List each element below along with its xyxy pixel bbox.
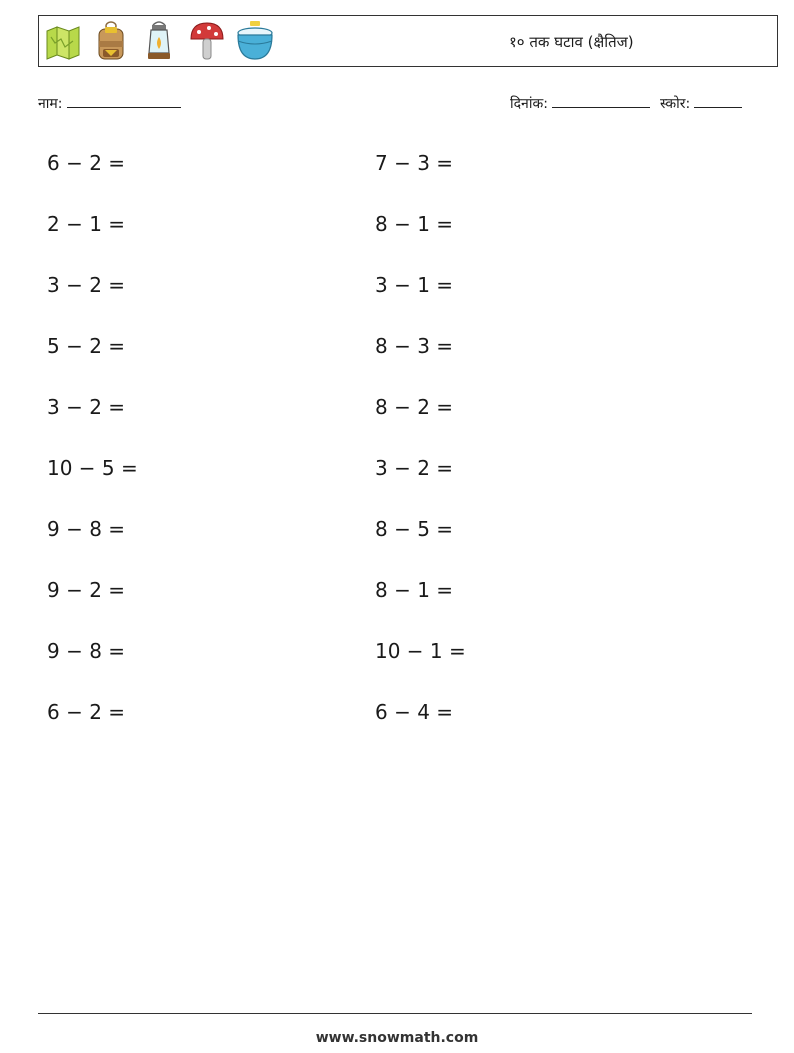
problem-left-3: 3 − 2 =	[47, 273, 126, 297]
mushroom-icon	[187, 19, 227, 63]
name-blank[interactable]	[67, 93, 181, 108]
worksheet-title: १० तक घटाव (क्षैतिज)	[509, 33, 634, 51]
problem-left-2: 2 − 1 =	[47, 212, 126, 236]
score-label: स्कोर:	[659, 96, 691, 112]
date-score-fields	[510, 93, 742, 113]
water-bucket-icon	[235, 19, 275, 63]
worksheet-header	[38, 15, 778, 67]
problem-left-8: 9 − 2 =	[47, 578, 126, 602]
problem-left-7: 9 − 8 =	[47, 517, 126, 541]
problem-right-5: 8 − 2 =	[375, 395, 454, 419]
problem-right-2: 8 − 1 =	[375, 212, 454, 236]
date-blank[interactable]	[552, 93, 650, 108]
problem-right-4: 8 − 3 =	[375, 334, 454, 358]
backpack-icon	[91, 19, 131, 63]
problem-left-4: 5 − 2 =	[47, 334, 126, 358]
problem-right-8: 8 − 1 =	[375, 578, 454, 602]
problem-right-10: 6 − 4 =	[375, 700, 454, 724]
footer-url[interactable]: www.snowmath.com	[315, 1030, 479, 1046]
problem-right-3: 3 − 1 =	[375, 273, 454, 297]
map-icon	[43, 19, 83, 63]
footer-divider	[38, 1013, 752, 1014]
name-field	[38, 93, 181, 113]
problem-left-5: 3 − 2 =	[47, 395, 126, 419]
problem-right-7: 8 − 5 =	[375, 517, 454, 541]
problem-left-1: 6 − 2 =	[47, 151, 126, 175]
score-blank[interactable]	[694, 93, 742, 108]
header-icons	[43, 19, 275, 63]
problem-left-6: 10 − 5 =	[47, 456, 138, 480]
problem-right-1: 7 − 3 =	[375, 151, 454, 175]
problem-right-9: 10 − 1 =	[375, 639, 466, 663]
date-label: दिनांक:	[510, 96, 548, 112]
problem-left-9: 9 − 8 =	[47, 639, 126, 663]
lantern-icon	[139, 19, 179, 63]
problem-right-6: 3 − 2 =	[375, 456, 454, 480]
problem-left-10: 6 − 2 =	[47, 700, 126, 724]
name-label: नाम:	[38, 96, 63, 112]
